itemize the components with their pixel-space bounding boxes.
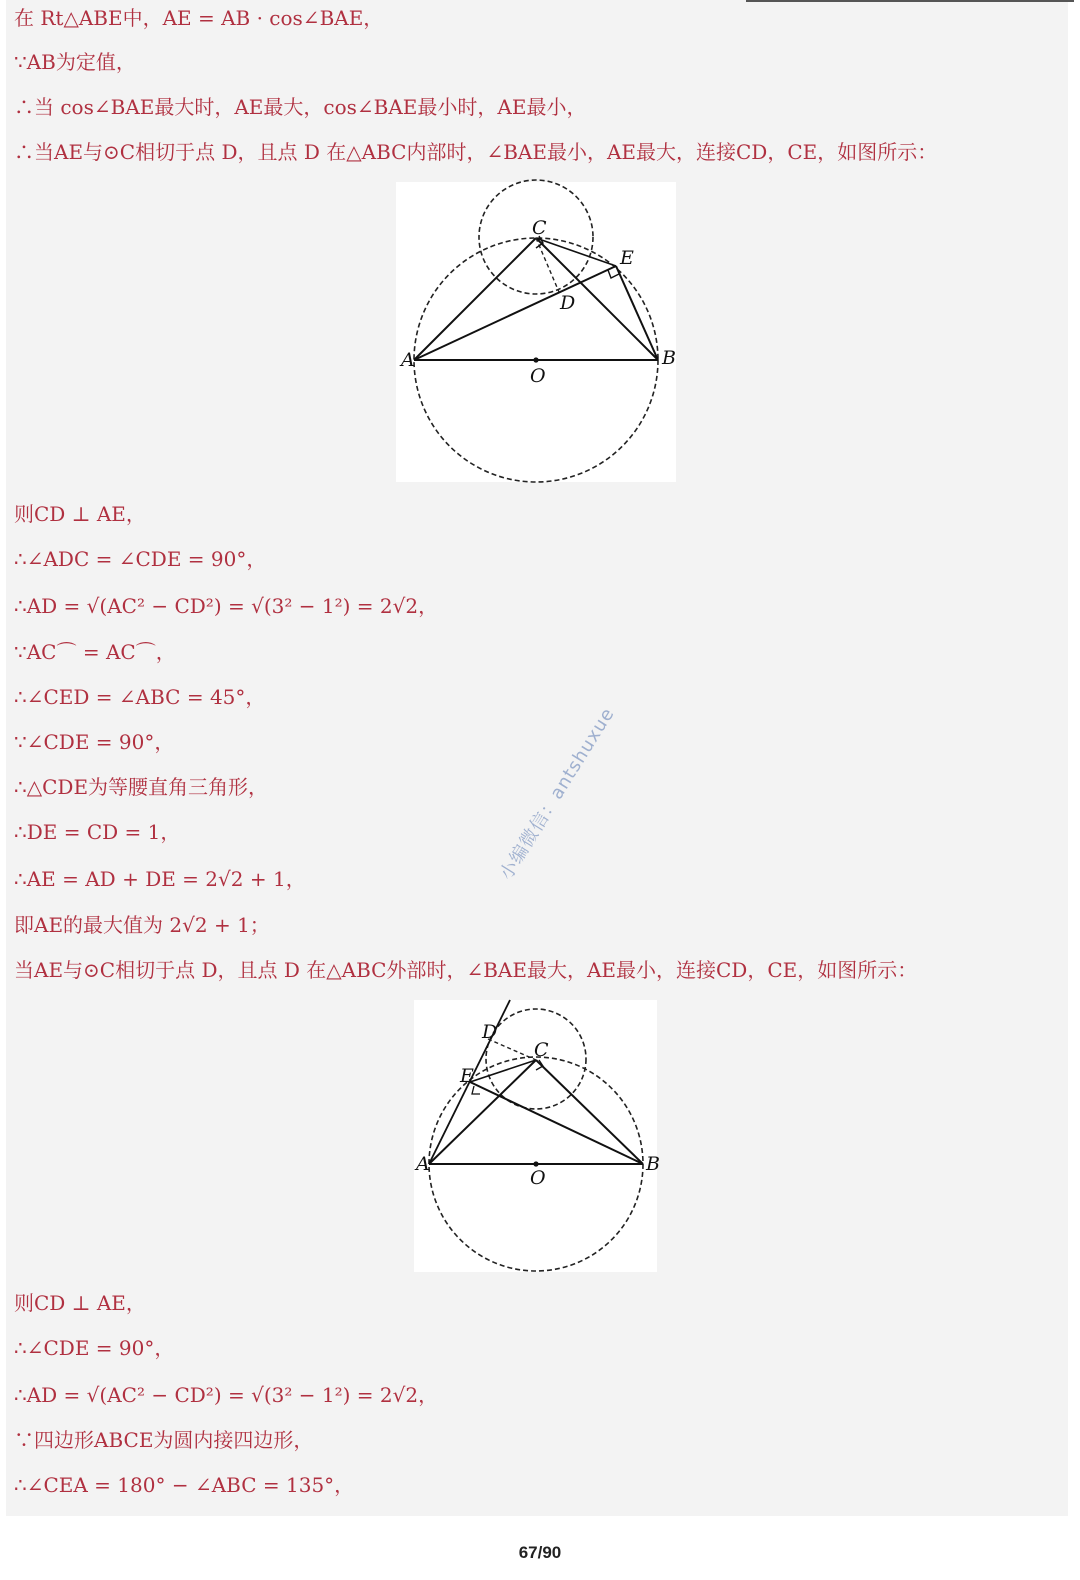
text-line-6: ∴∠ADC = ∠CDE = 90°， [14,547,267,571]
text-line-2: ∵AB为定值， [14,50,136,74]
fig2-label-a: A [416,1153,430,1175]
fig2-label-b: B [646,1153,660,1175]
fig1-label-e: E [620,247,634,269]
fig1-label-o: O [530,365,546,387]
text-line-15: 当AE与⊙C相切于点 D，且点 D 在△ABC外部时，∠BAE最大，AE最小，连接CD，CE，如图所示： [14,958,918,982]
fig2-label-d: D [482,1021,498,1043]
text-line-8: ∵AC⌒ = AC⌒， [14,640,176,664]
figure-1 [396,182,676,482]
text-line-19: ∵四边形ABCE为圆内接四边形， [14,1428,314,1452]
text-line-9: ∴∠CED = ∠ABC = 45°， [14,685,266,709]
text-line-4: ∴当AE与⊙C相切于点 D，且点 D 在△ABC内部时，∠BAE最小，AE最大，连接CD，CE，如图所示： [14,140,938,164]
text-line-3: ∴当 cos∠BAE最大时，AE最大，cos∠BAE最小时，AE最小， [14,95,587,119]
text-line-10: ∵∠CDE = 90°， [14,730,175,754]
text-line-7: ∴AD = √(AC² − CD²) = √(3² − 1²) = 2√2， [14,594,439,618]
text-line-13: ∴AE = AD + DE = 2√2 + 1， [14,867,306,891]
top-rule [746,0,1074,2]
page-number: 67/90 [518,1543,562,1562]
fig2-label-o: O [530,1167,546,1189]
fig2-label-c: C [534,1039,549,1061]
watermark: 小编微信：antshuxue [495,703,619,884]
text-line-5: 则CD ⊥ AE， [14,502,146,526]
fig1-label-c: C [532,217,547,239]
text-line-17: ∴∠CDE = 90°， [14,1336,175,1360]
text-line-14: 即AE的最大值为 2√2 + 1； [14,913,270,937]
text-line-11: ∴△CDE为等腰直角三角形， [14,775,269,799]
text-line-18: ∴AD = √(AC² − CD²) = √(3² − 1²) = 2√2， [14,1383,439,1407]
fig1-label-d: D [560,292,576,314]
fig2-label-e: E [460,1065,474,1087]
fig1-label-a: A [401,349,415,371]
fig1-label-b: B [662,347,676,369]
text-line-20: ∴∠CEA = 180° − ∠ABC = 135°， [14,1473,355,1497]
text-line-12: ∴DE = CD = 1， [14,820,181,844]
text-line-1: 在 Rt△ABE中，AE = AB · cos∠BAE， [14,6,384,30]
text-line-16: 则CD ⊥ AE， [14,1291,146,1315]
document-page [6,0,1068,1516]
figure-2 [414,1000,660,1272]
